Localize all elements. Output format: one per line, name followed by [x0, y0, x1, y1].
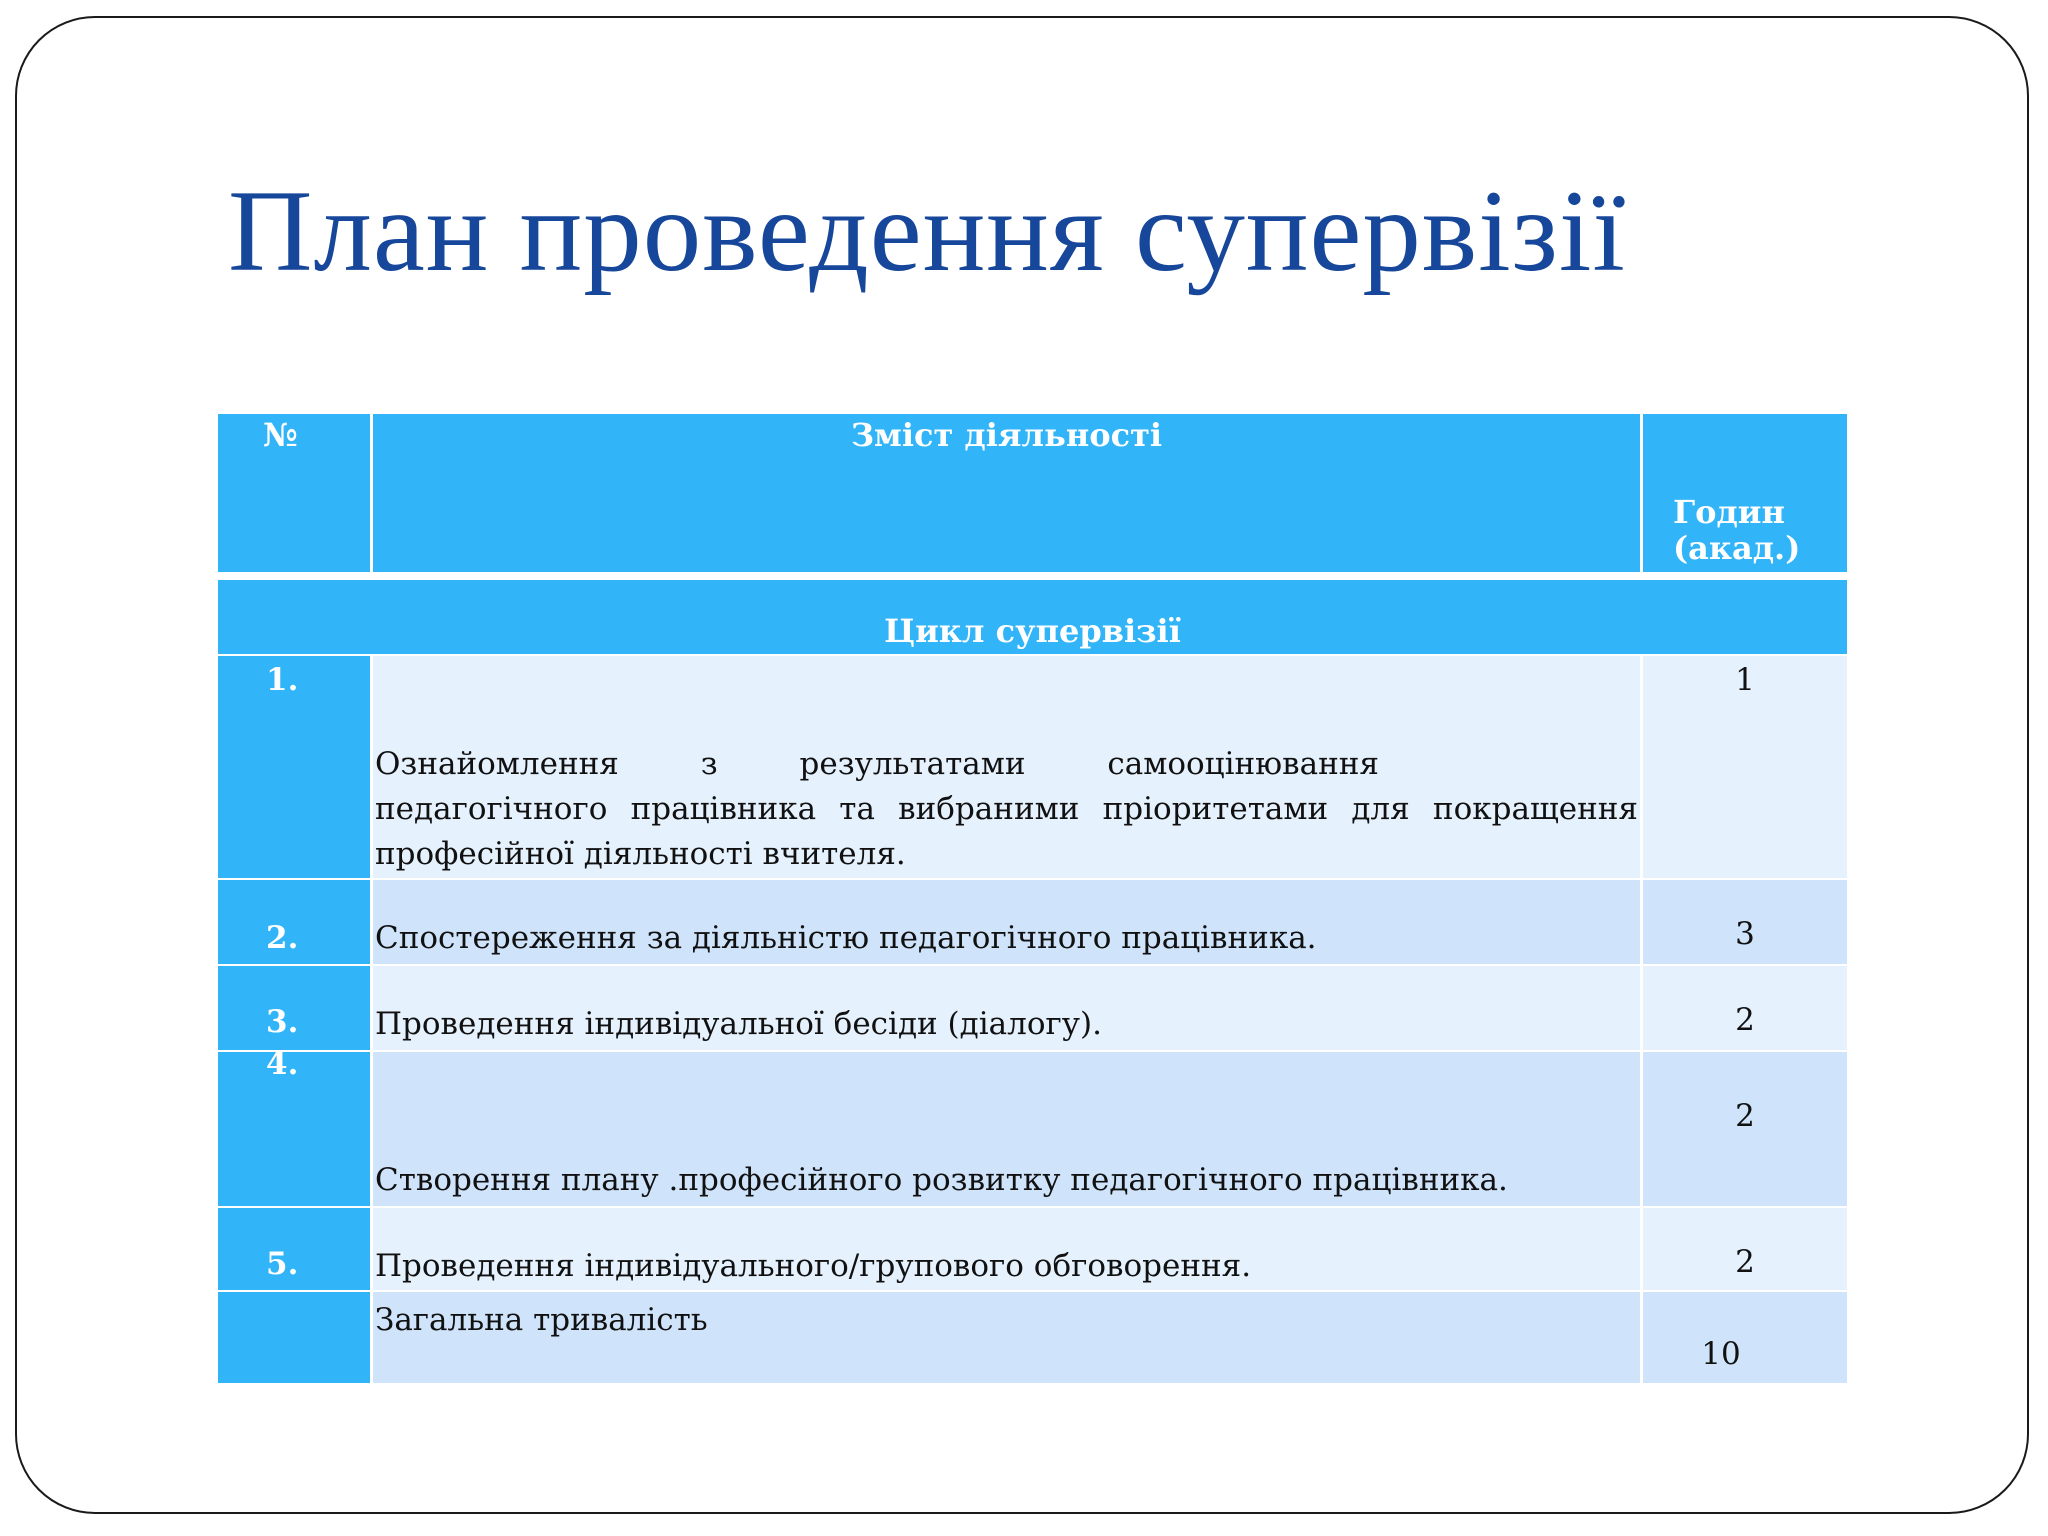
header-content-cell — [373, 414, 1640, 572]
row-text-cell — [373, 1052, 1640, 1206]
row-hours: 2 — [1735, 1098, 1755, 1134]
row-number-cell — [218, 1292, 370, 1383]
row-hours: 10 — [1701, 1336, 1741, 1372]
row-number: 2. — [266, 920, 299, 956]
row-text-word: Ознайомлення — [375, 746, 619, 782]
row-text-line3: професійної діяльності вчителя. — [375, 836, 906, 872]
table-row-2 — [218, 880, 1847, 964]
row-hours-cell — [1643, 656, 1847, 878]
row-number: 4. — [266, 1046, 299, 1082]
row-hours: 2 — [1735, 1244, 1755, 1280]
section-label: Цикл супервізії — [884, 612, 1181, 650]
row-text: Спостереження за діяльністю педагогічного працівника. — [375, 920, 1317, 956]
row-number: 5. — [266, 1246, 299, 1282]
row-hours: 3 — [1735, 916, 1755, 952]
row-number-cell — [218, 966, 370, 1050]
row-hours-cell — [1643, 966, 1847, 1050]
row-hours-cell — [1643, 1208, 1847, 1290]
row-hours-cell — [1643, 1292, 1847, 1383]
row-hours: 1 — [1735, 662, 1755, 698]
table-row-total — [218, 1292, 1847, 1383]
row-text — [375, 742, 1638, 877]
header-hours-cell — [1643, 414, 1847, 572]
section-row — [218, 580, 1847, 654]
table-header-row — [218, 414, 1847, 572]
row-hours-cell — [1643, 1052, 1847, 1206]
row-number-cell — [218, 880, 370, 964]
row-text-cell — [373, 880, 1640, 964]
row-text-word: самооцінювання — [1107, 746, 1379, 782]
table-row-4 — [218, 1046, 1847, 1206]
row-text: Загальна тривалість — [375, 1302, 708, 1338]
header-number-label: № — [263, 416, 298, 454]
row-text: Проведення індивідуальної бесіди (діалогу). — [375, 1006, 1102, 1042]
row-number-cell — [218, 656, 370, 878]
header-number-cell — [218, 414, 370, 572]
row-number: 1. — [266, 662, 299, 698]
table-row-3 — [218, 966, 1847, 1050]
row-number: 3. — [266, 1004, 299, 1040]
row-hours: 2 — [1735, 1002, 1755, 1038]
header-hours-label-line1: Годин — [1673, 493, 1785, 531]
row-text-cell — [373, 1292, 1640, 1383]
row-text: Створення плану .професійного розвитку педагогічного працівника. — [375, 1162, 1508, 1198]
table-row-1 — [218, 656, 1847, 878]
header-content-label: Зміст діяльності — [850, 416, 1163, 454]
header-hours-label-line2: (акад.) — [1673, 529, 1801, 567]
row-number-cell — [218, 1208, 370, 1290]
row-text-cell — [373, 966, 1640, 1050]
table-row-5 — [218, 1208, 1847, 1290]
row-number-cell — [218, 1046, 370, 1206]
row-text: Проведення індивідуального/групового обговорення. — [375, 1248, 1252, 1284]
row-text-cell — [373, 656, 1640, 878]
row-text-word: результатами — [799, 746, 1026, 782]
row-text-cell — [373, 1208, 1640, 1290]
slide-title: План проведення супервізії — [228, 167, 1626, 296]
row-text-line2: педагогічного працівника та вибраними пріоритетами для покращення — [375, 791, 1638, 827]
row-text-word: з — [700, 746, 718, 782]
row-hours-cell — [1643, 880, 1847, 964]
row-text-line1 — [375, 742, 1379, 787]
